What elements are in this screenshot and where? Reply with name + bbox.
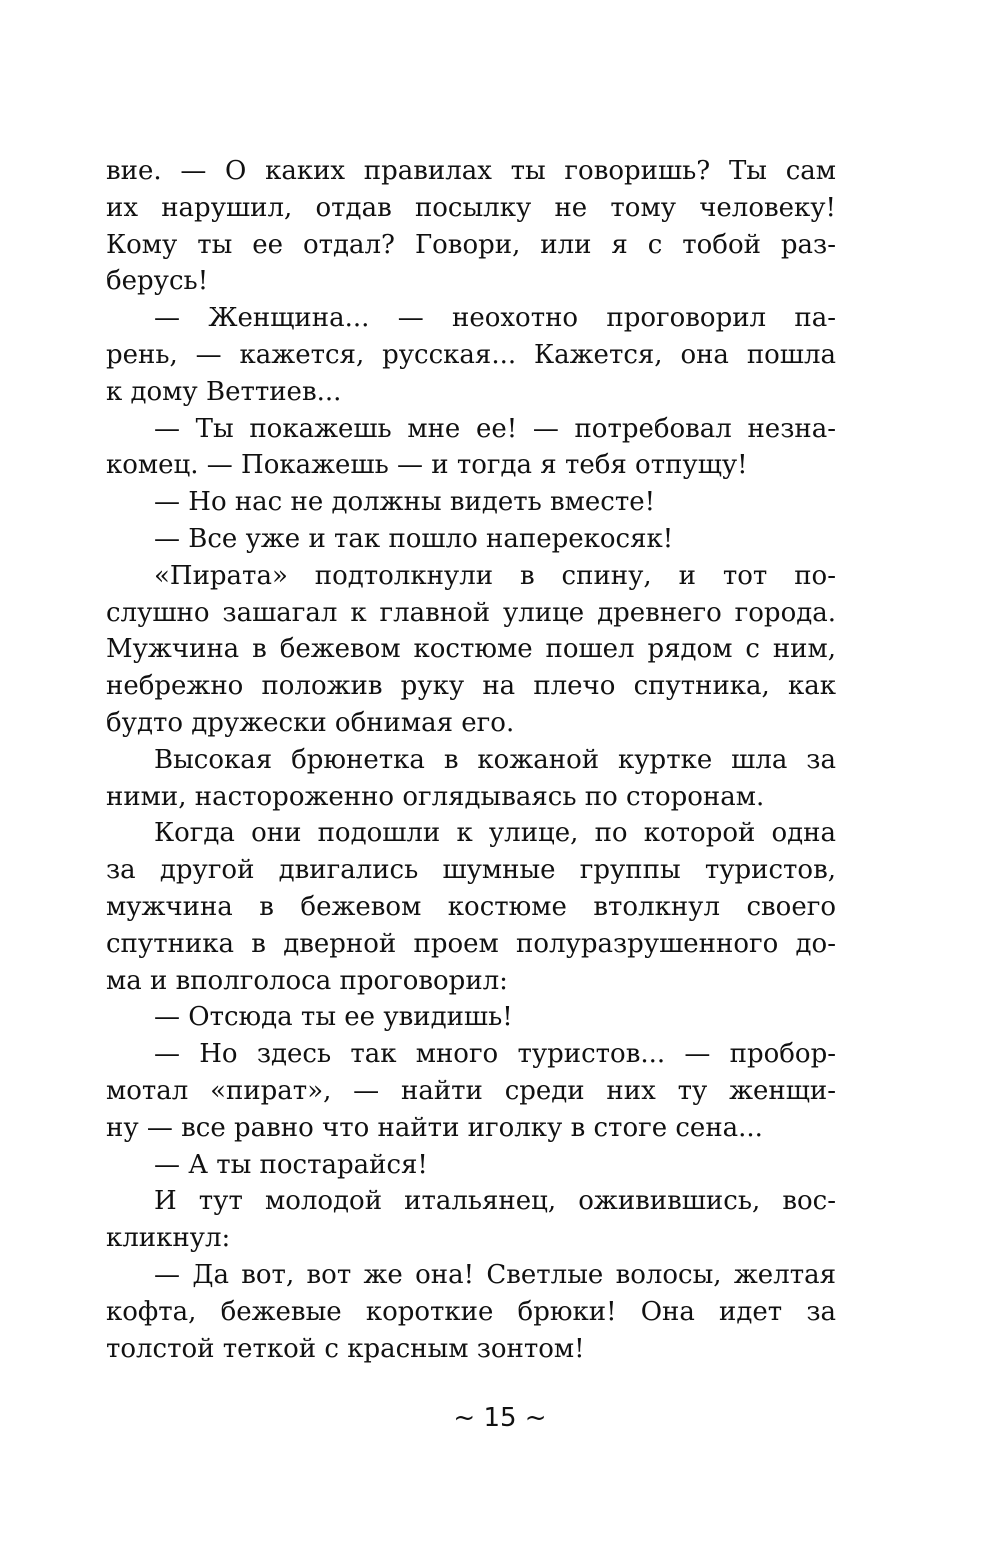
text-line: ними, настороженно оглядываясь по сторонам. — [106, 781, 765, 812]
text-line: слушно зашагал к главной улице древнего города. — [106, 597, 836, 628]
text-line: — Но здесь так много туристов... — пробор- — [154, 1039, 836, 1070]
page-body-text — [106, 153, 836, 1367]
text-line: кликнул: — [106, 1223, 231, 1254]
text-line: Мужчина в бежевом костюме пошел рядом с ним, — [106, 634, 836, 665]
text-line: — Все уже и так пошло наперекосяк! — [154, 523, 674, 554]
text-line: спутника в дверной проем полуразрушенного до- — [106, 928, 836, 959]
text-line: — Женщина... — неохотно проговорил па- — [154, 303, 836, 334]
text-line: ма и вполголоса проговорил: — [106, 965, 508, 996]
text-line: мотал «пират», — найти среди них ту женщи- — [106, 1075, 836, 1106]
text-line: — А ты постарайся! — [154, 1149, 428, 1180]
text-line: ну — все равно что найти иголку в стоге сена... — [106, 1112, 763, 1143]
text-line: будто дружески обнимая его. — [106, 707, 515, 738]
text-line: берусь! — [106, 266, 209, 297]
text-line: Когда они подошли к улице, по которой одна — [154, 818, 836, 849]
text-line: «Пирата» подтолкнули в спину, и тот по- — [154, 560, 836, 591]
text-line: И тут молодой итальянец, оживившись, вос- — [154, 1186, 836, 1217]
text-line: толстой теткой с красным зонтом! — [106, 1333, 585, 1364]
text-line: за другой двигались шумные группы туристов, — [106, 855, 836, 886]
text-line: их нарушил, отдав посылку не тому человеку! — [106, 192, 836, 223]
text-line: к дому Веттиев... — [106, 376, 342, 407]
text-line: Кому ты ее отдал? Говори, или я с тобой раз- — [106, 229, 836, 260]
text-line: небрежно положив руку на плечо спутника, как — [106, 671, 836, 702]
text-line: — Ты покажешь мне ее! — потребовал незна- — [154, 413, 836, 444]
text-line: — Да вот, вот же она! Светлые волосы, желтая — [154, 1259, 836, 1290]
text-line: рень, — кажется, русская... Кажется, она пошла — [106, 339, 836, 370]
text-line: комец. — Покажешь — и тогда я тебя отпущу! — [106, 450, 748, 481]
text-line: кофта, бежевые короткие брюки! Она идет за — [106, 1296, 836, 1327]
text-line: вие. — О каких правилах ты говоришь? Ты сам — [106, 156, 836, 186]
text-line: Высокая брюнетка в кожаной куртке шла за — [154, 744, 836, 775]
text-line: — Отсюда ты ее увидишь! — [154, 1002, 513, 1033]
page-number: ~ 15 ~ — [453, 1403, 547, 1433]
text-line: мужчина в бежевом костюме втолкнул своего — [106, 891, 836, 922]
text-line: — Но нас не должны видеть вместе! — [154, 487, 656, 518]
